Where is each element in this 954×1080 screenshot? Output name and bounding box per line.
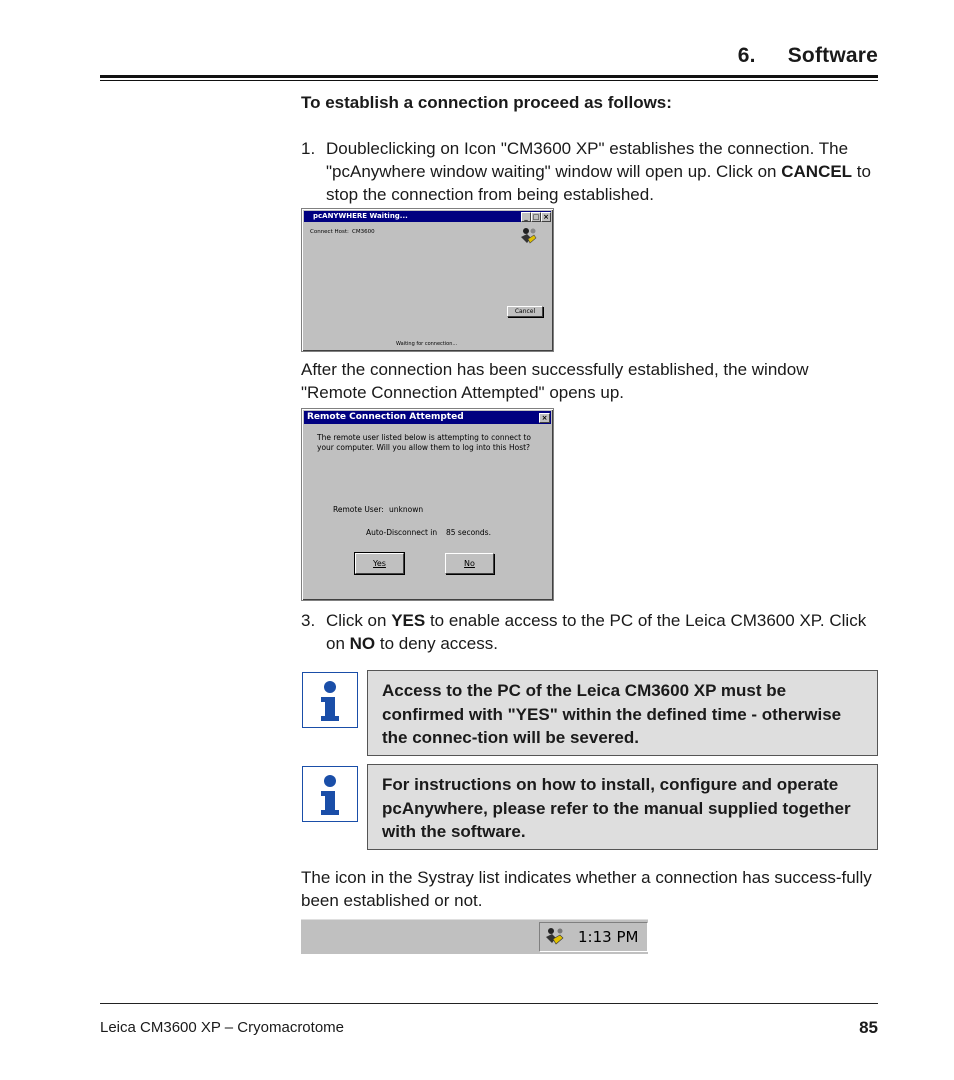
after-connection-text: After the connection has been successfully established, the window "Remote Connection Attempted" opens up. — [301, 360, 809, 402]
connect-host-value: CM3600 — [352, 229, 375, 235]
remote-user-value: unknown — [389, 505, 424, 514]
remote-message: The remote user listed below is attempting to connect to your computer. Will you allow them to log into this Host? — [317, 433, 531, 452]
step-1-number: 1. — [301, 139, 316, 158]
info-icon — [302, 672, 358, 728]
taskbar-strip — [301, 919, 648, 954]
pcanywhere-tray-icon[interactable] — [542, 926, 566, 948]
step-3-text-c: to deny access. — [375, 634, 498, 653]
pcanywhere-waiting-dialog — [301, 208, 554, 352]
step-3-no: NO — [349, 634, 376, 653]
header-rule-thick — [100, 75, 878, 78]
step-1-text-b: to stop the connection from being established. — [326, 162, 871, 204]
auto-disconnect-label: Auto-Disconnect in — [366, 528, 438, 537]
step-1-bold: CANCEL — [781, 162, 853, 181]
waiting-status: Waiting for connection... — [396, 341, 458, 347]
info-icon — [302, 766, 358, 822]
remote-connection-dialog — [301, 408, 554, 601]
minimize-icon[interactable]: _ — [521, 212, 531, 222]
note-confirm-yes: Access to the PC of the Leica CM3600 XP must be confirmed with "YES" within the defined time - otherwise the connec-tion will be severed. — [367, 670, 878, 756]
cancel-button[interactable]: Cancel — [507, 306, 543, 317]
page-number: 85 — [859, 1018, 878, 1037]
pcanywhere-icon — [516, 225, 538, 247]
close-icon[interactable]: × — [541, 212, 551, 222]
waiting-titlebar — [304, 211, 551, 222]
remote-title: Remote Connection Attempted — [307, 412, 464, 422]
no-button[interactable]: No — [445, 553, 494, 574]
section-number: 6. — [737, 44, 756, 67]
remote-user-label: Remote User: — [333, 505, 384, 514]
intro-heading: To establish a connection proceed as follows: — [301, 93, 672, 112]
remote-titlebar — [304, 411, 551, 424]
note-pcanywhere-manual: For instructions on how to install, configure and operate pcAnywhere, please refer to the manual supplied together with the software. — [367, 764, 878, 850]
auto-disconnect-value: 85 seconds. — [446, 528, 491, 537]
footer-rule — [100, 1003, 878, 1004]
yes-button[interactable]: Yes — [355, 553, 404, 574]
header-rule-thin — [100, 80, 878, 81]
connect-host-label: Connect Host: — [310, 229, 349, 235]
systray-area — [539, 922, 648, 952]
step-1-text-a: Doubleclicking on Icon "CM3600 XP" establishes the connection. The "pcAnywhere window waiting" window will open up. Click on — [326, 139, 849, 181]
maximize-icon[interactable]: □ — [532, 213, 540, 221]
step-1 — [301, 137, 881, 206]
close-icon[interactable]: × — [539, 413, 550, 423]
step-3 — [301, 609, 881, 655]
footer-product: Leica CM3600 XP – Cryomacrotome — [100, 1019, 344, 1036]
section-header — [100, 44, 878, 68]
section-title: Software — [787, 44, 878, 67]
step-3-text-b: to enable access to the PC of the Leica CM3600 XP. Click on — [326, 611, 867, 653]
step-3-text — [301, 609, 881, 655]
systray-text: The icon in the Systray list indicates whether a connection has success-fully been established or not. — [301, 868, 872, 910]
step-3-yes: YES — [391, 611, 426, 630]
step-1-text — [301, 137, 881, 206]
step-3-text-a: Click on — [326, 611, 392, 630]
waiting-title: pcANYWHERE Waiting... — [313, 212, 408, 220]
systray-clock[interactable]: 1:13 PM — [578, 928, 639, 946]
step-3-number: 3. — [301, 611, 316, 630]
